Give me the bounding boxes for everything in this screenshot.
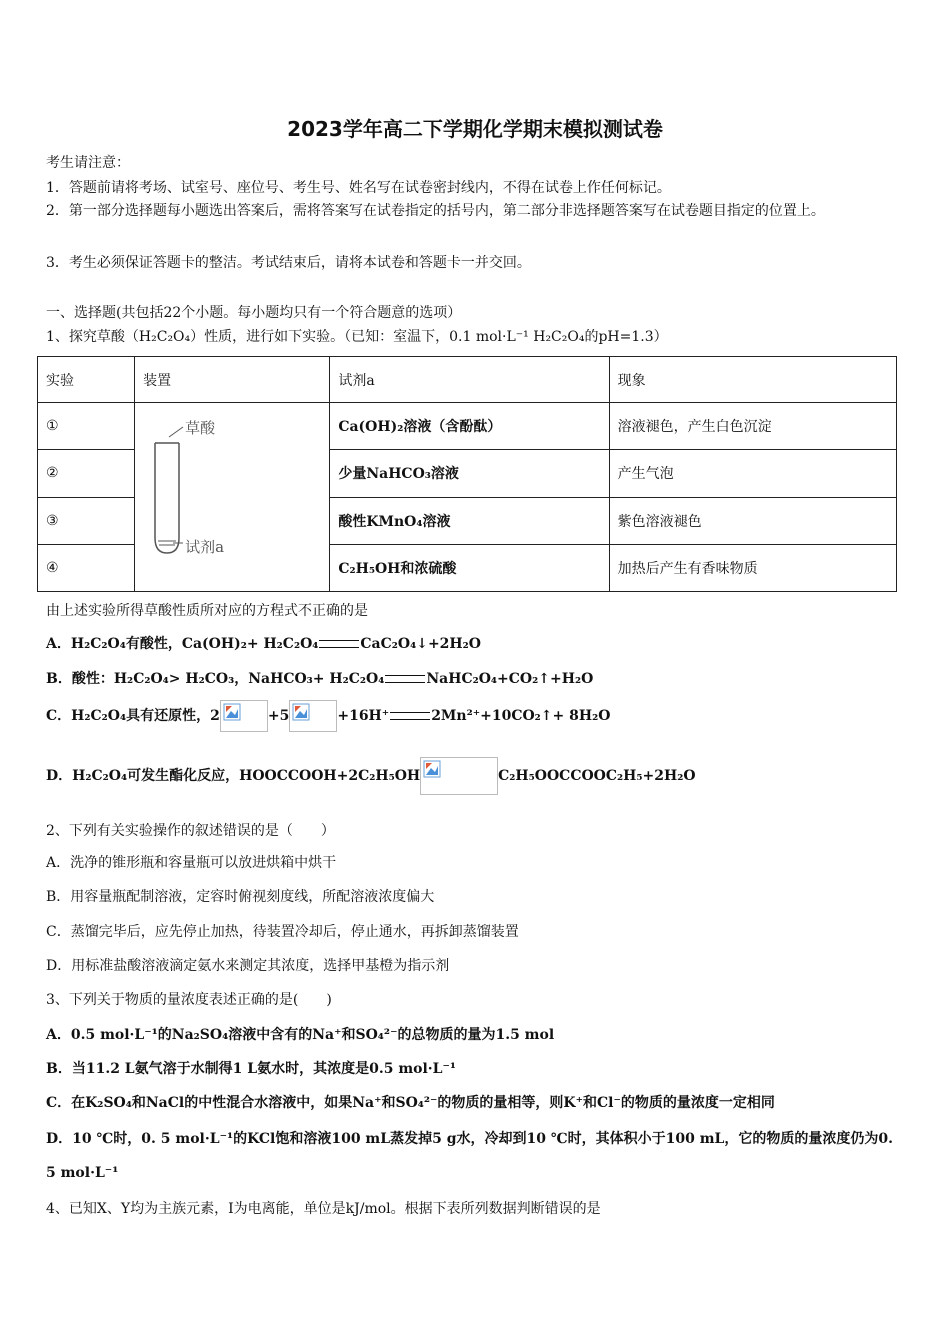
q1-option-a bbox=[46, 633, 481, 653]
result-cell: 加热后产生有香味物质 bbox=[609, 544, 896, 591]
page-title: 2023学年高二下学期化学期末模拟测试卷 bbox=[287, 117, 663, 141]
table-row bbox=[38, 403, 897, 450]
option-a-right: CaC₂O₄↓+2H₂O bbox=[360, 636, 481, 652]
result-cell: 紫色溶液褪色 bbox=[609, 497, 896, 544]
option-c-mid: +5 bbox=[267, 708, 290, 724]
notice-item-3: 3．考生必须保证答题卡的整洁。考试结束后，请将本试卷和答题卡一并交回。 bbox=[46, 255, 531, 271]
q1-option-b bbox=[46, 668, 593, 688]
apparatus-label-oxalic: 草酸 bbox=[185, 419, 216, 437]
equals-icon bbox=[390, 712, 430, 720]
q2-option-b: B．用容量瓶配制溶液，定容时俯视刻度线，所配溶液浓度偏大 bbox=[46, 889, 435, 905]
result-cell: 产生气泡 bbox=[609, 450, 896, 497]
q1-question: 由上述实验所得草酸性质所对应的方程式不正确的是 bbox=[46, 603, 368, 619]
broken-image-icon bbox=[289, 700, 337, 732]
reagent-cell: 酸性KMnO₄溶液 bbox=[330, 497, 609, 544]
option-d-right: C₂H₅OOCCOOC₂H₅+2H₂O bbox=[498, 768, 696, 784]
option-c-right: 2Mn²⁺+10CO₂↑+ 8H₂O bbox=[431, 708, 611, 724]
test-tube-diagram bbox=[135, 403, 313, 591]
option-a-left: A．H₂C₂O₄有酸性，Ca(OH)₂+ H₂C₂O₄ bbox=[46, 636, 319, 652]
notice-heading: 考生请注意： bbox=[46, 155, 130, 171]
option-c-proton: +16H⁺ bbox=[337, 708, 390, 724]
table-header: 装置 bbox=[135, 357, 330, 403]
table-header: 实验 bbox=[38, 357, 135, 403]
q2-option-a: A．洗净的锥形瓶和容量瓶可以放进烘箱中烘干 bbox=[46, 855, 337, 871]
q3-option-d: D．10 ℃时，0. 5 mol·L⁻¹的KCl饱和溶液100 mL蒸发掉5 g水，冷却到10 ℃时，其体积小于100 mL，它的物质的量浓度仍为0. 5 mol·L⁻¹ bbox=[46, 1131, 893, 1181]
q2-stem: 2、下列有关实验操作的叙述错误的是（ ） bbox=[46, 823, 335, 839]
experiment-table bbox=[37, 356, 897, 592]
table-header-row bbox=[38, 357, 897, 403]
option-b-right: NaHC₂O₄+CO₂↑+H₂O bbox=[426, 671, 594, 687]
q4-stem: 4、已知X、Y均为主族元素，I为电离能，单位是kJ/mol。根据下表所列数据判断错误的是 bbox=[46, 1201, 601, 1217]
experiment-id: ④ bbox=[38, 544, 135, 591]
q1-option-d bbox=[46, 757, 696, 795]
option-c-left: C．H₂C₂O₄具有还原性，2 bbox=[46, 708, 220, 724]
notice-item-2: 2．第一部分选择题每小题选出答案后，需将答案写在试卷指定的括号内，第二部分非选择题答案写在试卷题目指定的位置上。 bbox=[46, 203, 825, 219]
option-b-left: B．酸性：H₂C₂O₄> H₂CO₃，NaHCO₃+ H₂C₂O₄ bbox=[46, 671, 385, 687]
equals-icon bbox=[319, 640, 359, 648]
q3-option-c: C．在K₂SO₄和NaCl的中性混合水溶液中，如果Na⁺和SO₄²⁻的物质的量相等，则K⁺和Cl⁻的物质的量浓度一定相同 bbox=[46, 1095, 775, 1111]
reagent-cell: C₂H₅OH和浓硫酸 bbox=[330, 544, 609, 591]
notice-item-1: 1．答题前请将考场、试室号、座位号、考生号、姓名写在试卷密封线内，不得在试卷上作任何标记。 bbox=[46, 180, 671, 196]
broken-image-icon bbox=[420, 757, 498, 795]
experiment-id: ① bbox=[38, 403, 135, 450]
q2-option-c: C．蒸馏完毕后，应先停止加热，待装置冷却后，停止通水，再拆卸蒸馏装置 bbox=[46, 924, 519, 940]
broken-image-icon bbox=[220, 700, 268, 732]
table-header: 试剂a bbox=[330, 357, 609, 403]
experiment-id: ③ bbox=[38, 497, 135, 544]
q1-option-c bbox=[46, 700, 610, 732]
reagent-cell: Ca(OH)₂溶液（含酚酞） bbox=[330, 403, 609, 450]
q2-option-d: D．用标准盐酸溶液滴定氨水来测定其浓度，选择甲基橙为指示剂 bbox=[46, 958, 450, 974]
apparatus-cell bbox=[135, 403, 330, 592]
option-d-left: D．H₂C₂O₄可发生酯化反应，HOOCCOOH+2C₂H₅OH bbox=[46, 768, 421, 784]
result-cell: 溶液褪色，产生白色沉淀 bbox=[609, 403, 896, 450]
q1-stem: 1、探究草酸（H₂C₂O₄）性质，进行如下实验。（已知：室温下，0.1 mol·L⁻¹ H₂C₂O₄的pH=1.3） bbox=[46, 329, 668, 345]
apparatus-label-reagent: 试剂a bbox=[185, 538, 225, 556]
test-tube-icon bbox=[135, 403, 313, 591]
section-heading: 一、选择题(共包括22个小题。每小题均只有一个符合题意的选项） bbox=[46, 305, 462, 321]
table-header: 现象 bbox=[609, 357, 896, 403]
experiment-id: ② bbox=[38, 450, 135, 497]
q3-option-b: B．当11.2 L氨气溶于水制得1 L氨水时，其浓度是0.5 mol·L⁻¹ bbox=[46, 1061, 457, 1077]
equals-icon bbox=[385, 675, 425, 683]
q3-stem: 3、下列关于物质的量浓度表述正确的是( ) bbox=[46, 992, 332, 1008]
q3-option-a: A．0.5 mol·L⁻¹的Na₂SO₄溶液中含有的Na⁺和SO₄²⁻的总物质的量为1.5 mol bbox=[46, 1027, 555, 1043]
reagent-cell: 少量NaHCO₃溶液 bbox=[330, 450, 609, 497]
